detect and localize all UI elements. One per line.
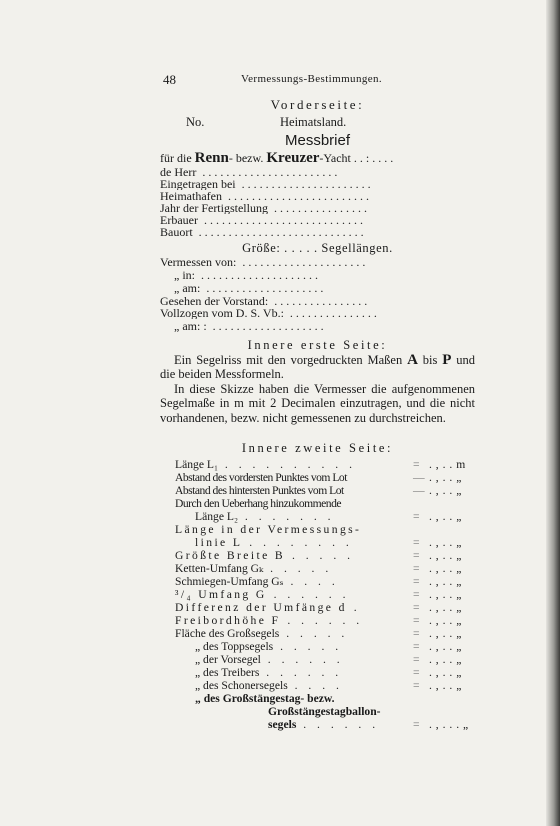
table-row: Schmiegen-Umfang Gₛ . . . . = . , . . „ (175, 575, 462, 588)
inner-first-side-text (160, 353, 475, 425)
table-row: „ des Toppsegels . . . . . = . , . . „ (195, 640, 462, 653)
build-place-line: Bauort ............................ (160, 226, 367, 238)
measured-on-line: „ am: .................... (174, 282, 327, 294)
book-spine-shadow (546, 0, 560, 826)
table-row: Abstand des vordersten Punktes vom Lot — . , . . „ (175, 471, 462, 484)
inner-first-side-title: Innere erste Seite: (247, 338, 388, 352)
table-row: „ des Großstängestag- bezw. (195, 693, 335, 705)
table-row: „ des Treibers . . . . . . = . , . . „ (195, 666, 462, 679)
table-row: Freibordhöhe F . . . . . . = . , . . „ (175, 614, 462, 627)
table-row: segels . . . . . . = . , . . . „ (268, 718, 469, 731)
table-row: Größte Breite B . . . . . = . , . . „ (175, 549, 462, 562)
executed-on-line: „ am: : ................... (174, 320, 327, 332)
instructions-paragraph: In diese Skizze haben die Vermesser die aufgenommenen Segelmaße in m mit 2 Decimalen einzutragen, und die nicht vorhandenen, bezw. nicht gemessenen zu durchstreichen. (160, 381, 475, 425)
measured-in-line: „ in: .................... (174, 269, 321, 281)
registered-line: Eingetragen bei ...................... (160, 178, 374, 190)
front-side-title: Vorderseite: (270, 97, 365, 112)
yacht-type-line: für die Renn- bezw. Kreuzer-Yacht . . : . . . . (160, 152, 394, 164)
table-row: Differenz der Umfänge d . = . , . . „ (175, 601, 462, 614)
table-row: „ des Schonersegels . . . . = . , . . „ (195, 679, 462, 692)
sail-plan-paragraph: Ein Segelriss mit den vorgedruckten Maßen A bis P und die beiden Messformeln. (160, 352, 476, 382)
owner-line: de Herr ....................... (160, 166, 341, 178)
inner-second-side-title: Innere zweite Seite: (241, 441, 394, 455)
table-row: Länge L₂ . . . . . . . = . , . . „ (195, 510, 462, 523)
size-line: Größe: . . . . . Segellängen. (242, 241, 393, 255)
executed-by-line: Vollzogen vom D. S. Vb.: ............... (160, 307, 380, 319)
table-row: Abstand des hintersten Punktes vom Lot — . , . . „ (175, 484, 462, 497)
number-label: No. (186, 115, 205, 129)
table-row: Länge in der Vermessungs- (175, 524, 362, 536)
homeport-line: Heimathafen ........................ (160, 190, 372, 202)
completion-year-line: Jahr der Fertigstellung ................ (160, 202, 370, 214)
table-row: Länge L₁ . . . . . . . . . . = . , . . m (175, 458, 466, 471)
table-row: Fläche des Großsegels . . . . . = . , . . „ (175, 627, 462, 640)
measurement-certificate-heading: Messbrief (284, 132, 351, 149)
seen-by-board-line: Gesehen der Vorstand: ................ (160, 295, 371, 307)
table-row: „ der Vorsegel . . . . . . = . , . . „ (195, 653, 462, 666)
builder-line: Erbauer ........................... (160, 214, 366, 226)
measured-by-line: Vermessen von: ..................... (160, 256, 369, 268)
table-row: linie L . . . . . . . . = . , . . „ (195, 536, 462, 549)
table-row: Großstängestagballon- (268, 706, 381, 718)
running-head: Vermessungs-Bestimmungen. (241, 73, 383, 85)
home-country-label: Heimatsland. (280, 115, 347, 129)
table-row: Ketten-Umfang Gₖ . . . . . = . , . . „ (175, 562, 462, 575)
page-number: 48 (163, 72, 176, 87)
table-row: Durch den Ueberhang hinzukommende (175, 498, 342, 510)
table-row: ³/₄ Umfang G . . . . . . = . , . . „ (175, 588, 462, 601)
